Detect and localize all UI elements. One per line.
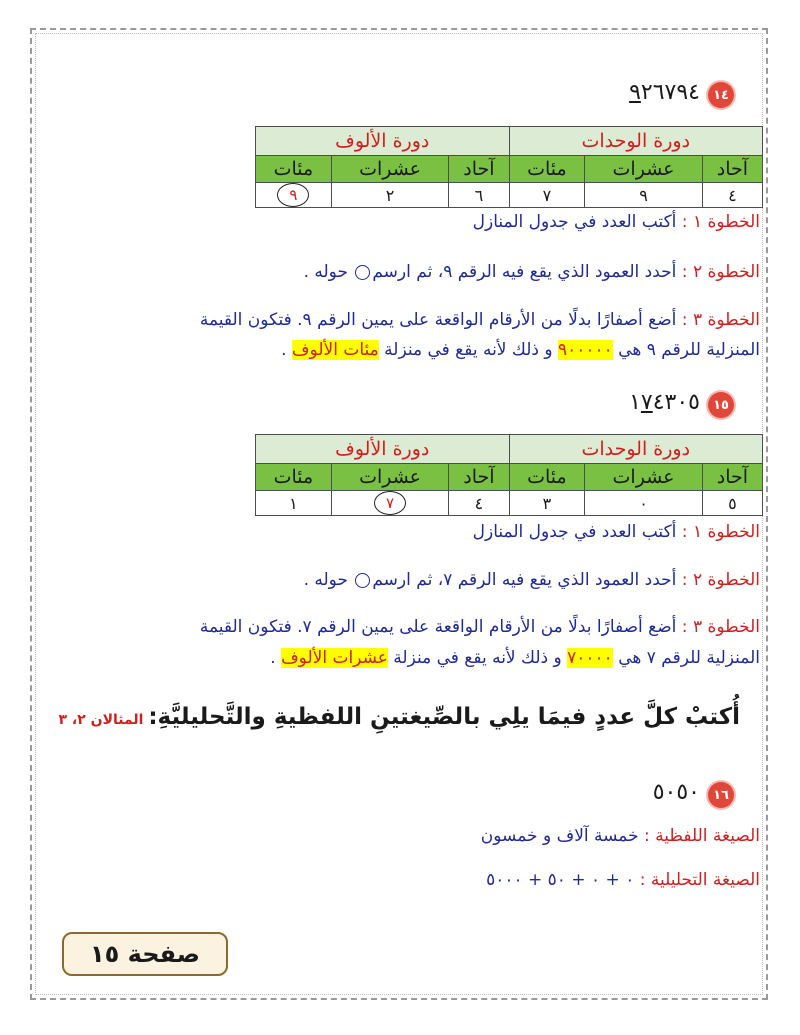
digit-cell: ٧ <box>509 183 585 208</box>
column-header: مئات <box>256 464 332 491</box>
column-header: عشرات <box>331 464 448 491</box>
example-reference: المثالان ٢، ٣ <box>58 712 149 728</box>
column-header: مئات <box>509 464 585 491</box>
circled-digit: ٧ <box>374 491 406 515</box>
problem-15-number: ١٧٤٣٠٥ <box>629 390 700 415</box>
thousands-period-header: دورة الألوف <box>256 127 510 156</box>
problem-16-badge: ١٦ <box>708 782 734 808</box>
step-3-14-line1: الخطوة ٣ : أضع أصفارًا بدلًا من الأرقام الواقعة على يمين الرقم ٩. فتكون القيمة <box>199 310 760 330</box>
place-value-highlight: ٩٠٠٠٠٠ <box>558 340 613 360</box>
column-header: آحاد <box>449 156 509 183</box>
problem-14-number: ٩٢٦٧٩٤ <box>629 80 700 105</box>
place-value-highlight: ٧٠٠٠٠ <box>567 648 613 668</box>
circled-digit: ٩ <box>277 183 309 207</box>
step-3-14-line2: المنزلية للرقم ٩ هي ٩٠٠٠٠٠ و ذلك لأنه يقع في منزلة مئات الألوف . <box>281 340 760 360</box>
verbal-form: الصيغة اللفظية : خمسة آلاف و خمسون <box>480 826 760 846</box>
step-1-14: الخطوة ١ : أكتب العدد في جدول المنازل <box>472 212 760 232</box>
place-name-highlight: مئات الألوف <box>291 340 379 360</box>
problem-15-badge: ١٥ <box>708 392 734 418</box>
place-value-table-15 <box>255 434 763 516</box>
digit-cell: ٤ <box>449 491 509 516</box>
circle-symbol-icon <box>355 265 370 280</box>
page-number-label: صفحة ١٥ <box>62 932 228 976</box>
expanded-form: الصيغة التحليلية : ٠ + ٠ + ٥٠ + ٥٠٠٠ <box>486 870 760 890</box>
digit-cell: ٣ <box>509 491 585 516</box>
column-header: آحاد <box>702 156 762 183</box>
digit-cell: ٠ <box>585 491 702 516</box>
digit-cell: ٤ <box>702 183 762 208</box>
units-period-header: دورة الوحدات <box>509 127 762 156</box>
column-header: مئات <box>509 156 585 183</box>
digit-cell-circled <box>331 491 448 516</box>
exercise-instruction: أُكتبْ كلَّ عددٍ فيمَا يلِي بالصِّيغتينِ اللفظيةِ والتَّحليليَّةِ: المثالان ٢، ٣ <box>58 704 740 730</box>
column-header: مئات <box>256 156 332 183</box>
digit-cell: ٦ <box>449 183 509 208</box>
underlined-digit: ٩ <box>629 80 641 105</box>
step-1-15: الخطوة ١ : أكتب العدد في جدول المنازل <box>472 522 760 542</box>
column-header: آحاد <box>702 464 762 491</box>
step-3-15-line1: الخطوة ٣ : أضع أصفارًا بدلًا من الأرقام الواقعة على يمين الرقم ٧. فتكون القيمة <box>199 617 760 637</box>
digit-cell-circled <box>256 183 332 208</box>
digit-cell: ٩ <box>585 183 702 208</box>
problem-14-badge: ١٤ <box>708 82 734 108</box>
step-2-14: الخطوة ٢ : أحدد العمود الذي يقع فيه الرقم ٩، ثم ارسم حوله . <box>303 262 760 282</box>
circle-symbol-icon <box>355 573 370 588</box>
column-header: عشرات <box>331 156 448 183</box>
step-3-15-line2: المنزلية للرقم ٧ هي ٧٠٠٠٠ و ذلك لأنه يقع في منزلة عشرات الألوف . <box>270 648 760 668</box>
place-name-highlight: عشرات الألوف <box>281 648 388 668</box>
underlined-digit: ٧ <box>640 390 653 415</box>
column-header: آحاد <box>449 464 509 491</box>
units-period-header: دورة الوحدات <box>509 435 762 464</box>
column-header: عشرات <box>585 156 702 183</box>
digit-cell: ٥ <box>702 491 762 516</box>
step-2-15: الخطوة ٢ : أحدد العمود الذي يقع فيه الرقم ٧، ثم ارسم حوله . <box>303 570 760 590</box>
thousands-period-header: دورة الألوف <box>256 435 510 464</box>
place-value-table-14 <box>255 126 763 208</box>
digit-cell: ١ <box>256 491 332 516</box>
problem-16-number: ٥٠٥٠ <box>652 780 700 805</box>
digit-cell: ٢ <box>331 183 448 208</box>
column-header: عشرات <box>585 464 702 491</box>
